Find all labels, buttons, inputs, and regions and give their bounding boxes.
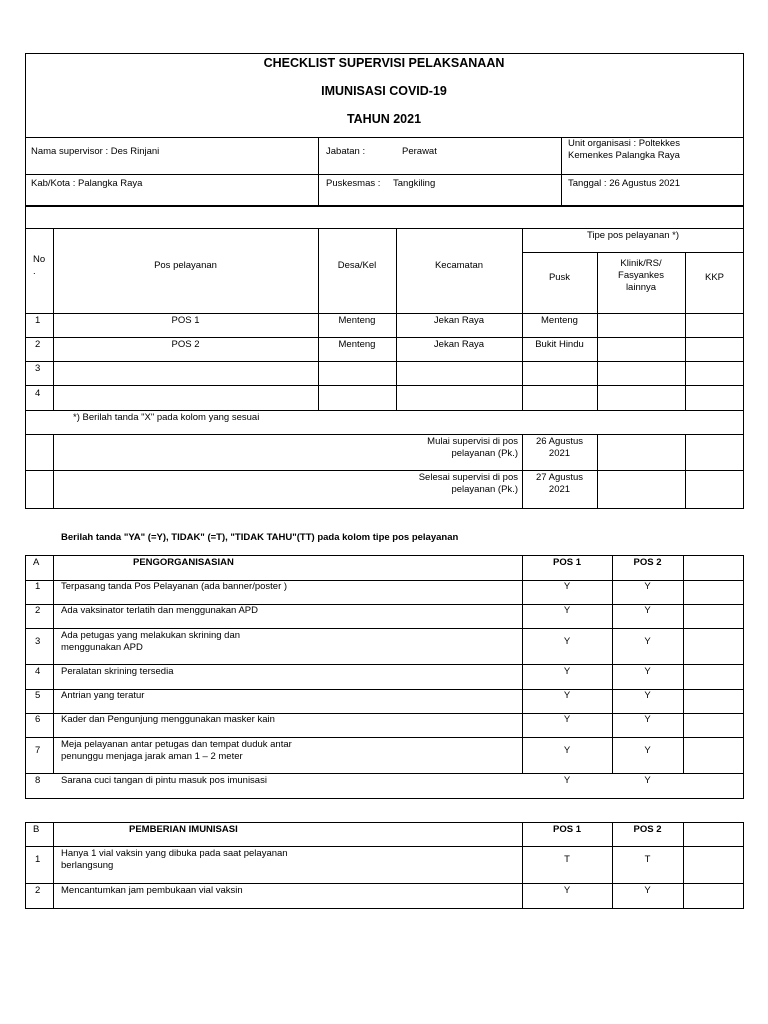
- pos-row-1-desa: Menteng: [338, 315, 376, 326]
- a-item-8-text: Sarana cuci tangan di pintu masuk pos imunisasi: [61, 775, 267, 786]
- a-item-5-no: 5: [35, 690, 41, 701]
- a-item-2-pos1: Y: [563, 605, 571, 616]
- col-header-pusk: Pusk: [548, 272, 571, 283]
- col-header-desa: Desa/Kel: [337, 260, 377, 271]
- pos-row-1-kecamatan: Jekan Raya: [433, 315, 485, 326]
- a-item-7-pos2: Y: [644, 745, 651, 756]
- col-header-tipe-pos: Tipe pos pelayanan *): [586, 230, 680, 241]
- section-b-col-pos2: POS 2: [633, 824, 662, 835]
- supervisor-field: Nama supervisor : Des Rinjani: [31, 146, 160, 157]
- a-item-1-no: 1: [35, 581, 41, 592]
- a-item-6-pos1: Y: [563, 714, 571, 725]
- kabkota-field: Kab/Kota : Palangka Raya: [31, 178, 143, 189]
- pos-row-2-desa: Menteng: [338, 339, 376, 350]
- footnote-text: *) Berilah tanda "X" pada kolom yang sesuai: [73, 412, 260, 423]
- a-item-4-no: 4: [35, 666, 41, 677]
- instruction-text: Berilah tanda "YA" (=Y), TIDAK" (=T), "TIDAK TAHU"(TT) pada kolom tipe pos pelayanan: [61, 532, 459, 543]
- a-item-6-pos2: Y: [644, 714, 651, 725]
- pos-row-1-pos: POS 1: [171, 315, 200, 326]
- b-item-2-text: Mencantumkan jam pembukaan vial vaksin: [61, 885, 243, 896]
- pos-row-1-pusk: Menteng: [541, 315, 578, 326]
- pos-row-3-no: 3: [35, 363, 41, 374]
- a-item-5-pos1: Y: [563, 690, 571, 701]
- section-a-col-pos1: POS 1: [553, 557, 581, 568]
- a-item-8-pos2: Y: [644, 775, 651, 786]
- a-item-6-text: Kader dan Pengunjung menggunakan masker kain: [61, 714, 275, 725]
- b-item-1-text: Hanya 1 vial vaksin yang dibuka pada saat pelayanan berlangsung: [61, 848, 288, 871]
- section-b-letter: B: [33, 824, 40, 835]
- jabatan-label: Jabatan :: [326, 146, 366, 157]
- mulai-supervisi-value: 26 Agustus 2021: [535, 436, 583, 459]
- a-item-1-pos2: Y: [644, 581, 651, 592]
- a-item-3-text: Ada petugas yang melakukan skrining dan menggunakan APD: [61, 630, 241, 653]
- col-header-no: No .: [33, 254, 46, 277]
- b-item-2-pos1: Y: [563, 885, 571, 896]
- selesai-supervisi-value: 27 Agustus 2021: [535, 472, 583, 495]
- col-header-klinik: Klinik/RS/ Fasyankes lainnya: [618, 258, 664, 293]
- a-item-8-pos1: Y: [563, 775, 571, 786]
- a-item-2-pos2: Y: [644, 605, 651, 616]
- puskesmas-label: Puskesmas :: [326, 178, 381, 189]
- col-header-kecamatan: Kecamatan: [434, 260, 484, 271]
- pos-row-4-no: 4: [35, 388, 41, 399]
- section-b-title: PEMBERIAN IMUNISASI: [129, 824, 238, 835]
- unit-organisasi-field: Unit organisasi : Poltekkes Kemenkes Palangka Raya: [568, 138, 680, 161]
- a-item-4-pos1: Y: [563, 666, 571, 677]
- section-a-col-pos2: POS 2: [633, 557, 662, 568]
- a-item-2-text: Ada vaksinator terlatih dan menggunakan APD: [61, 605, 258, 616]
- puskesmas-value: Tangkiling: [393, 178, 436, 189]
- pos-row-2-pusk: Bukit Hindu: [535, 339, 584, 350]
- a-item-7-pos1: Y: [563, 745, 571, 756]
- a-item-5-text: Antrian yang teratur: [61, 690, 145, 701]
- a-item-8-no: 8: [35, 775, 41, 786]
- jabatan-value: Perawat: [402, 146, 437, 157]
- b-item-1-pos2: T: [644, 854, 651, 865]
- section-b-col-pos1: POS 1: [553, 824, 581, 835]
- section-a-title: PENGORGANISASIAN: [133, 557, 234, 568]
- b-item-1-pos1: T: [564, 854, 570, 865]
- a-item-3-pos2: Y: [644, 636, 651, 647]
- pos-row-1-no: 1: [35, 315, 41, 326]
- pos-row-2-no: 2: [35, 339, 41, 350]
- section-a-letter: A: [33, 557, 40, 568]
- a-item-7-no: 7: [35, 745, 41, 756]
- a-item-5-pos2: Y: [644, 690, 651, 701]
- selesai-supervisi-label: Selesai supervisi di pos pelayanan (Pk.): [418, 472, 518, 495]
- title-line-1: CHECKLIST SUPERVISI PELAKSANAAN: [263, 56, 505, 70]
- a-item-1-text: Terpasang tanda Pos Pelayanan (ada banner/poster ): [61, 581, 288, 592]
- col-header-kkp: KKP: [704, 272, 724, 283]
- a-item-3-pos1: Y: [563, 636, 571, 647]
- b-item-2-pos2: Y: [644, 885, 651, 896]
- pos-row-2-kecamatan: Jekan Raya: [433, 339, 485, 350]
- b-item-1-no: 1: [35, 854, 41, 865]
- a-item-3-no: 3: [35, 636, 41, 647]
- title-line-2: IMUNISASI COVID-19: [321, 84, 447, 98]
- tanggal-field: Tanggal : 26 Agustus 2021: [568, 178, 680, 189]
- title-line-3: TAHUN 2021: [346, 112, 422, 126]
- a-item-1-pos1: Y: [563, 581, 571, 592]
- pos-row-2-pos: POS 2: [171, 339, 200, 350]
- col-header-pos-pelayanan: Pos pelayanan: [154, 260, 217, 271]
- a-item-6-no: 6: [35, 714, 41, 725]
- a-item-4-pos2: Y: [644, 666, 651, 677]
- a-item-4-text: Peralatan skrining tersedia: [61, 666, 174, 677]
- a-item-7-text: Meja pelayanan antar petugas dan tempat duduk antar penunggu menjaga jarak aman 1 – 2 meter: [61, 739, 292, 762]
- a-item-2-no: 2: [35, 605, 41, 616]
- b-item-2-no: 2: [35, 885, 41, 896]
- mulai-supervisi-label: Mulai supervisi di pos pelayanan (Pk.): [427, 436, 518, 459]
